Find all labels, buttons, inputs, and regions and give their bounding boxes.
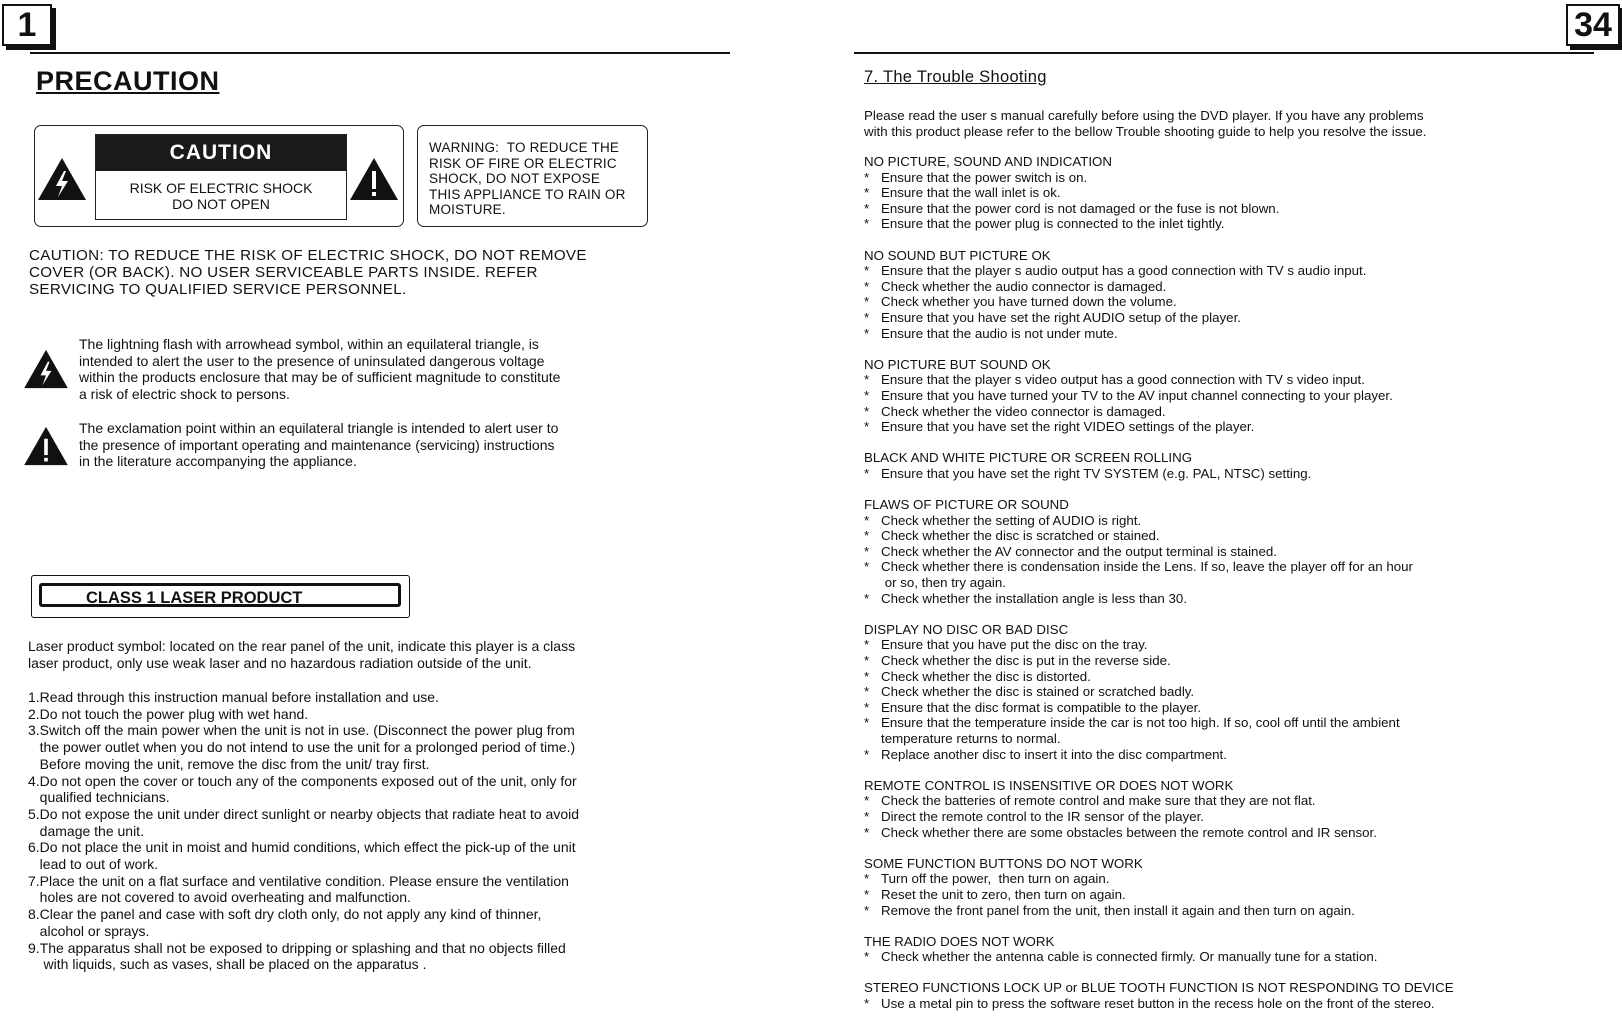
laser-product-label (31, 575, 410, 618)
trouble-item (864, 388, 1604, 404)
trouble-item (864, 528, 1604, 544)
bullet-asterisk: * (864, 294, 870, 310)
trouble-item-text: Check whether you have turned down the volume. (881, 294, 1177, 310)
trouble-item-text: Ensure that the power plug is connected to the inlet tightly. (881, 216, 1225, 232)
exclamation-note-line: The exclamation point within an equilateral triangle is intended to alert user to (79, 420, 559, 436)
trouble-item (864, 544, 1604, 560)
precaution-rule: 8.Clear the panel and case with soft dry cloth only, do not apply any kind of thinner, (28, 906, 542, 923)
trouble-sections (864, 154, 1604, 1027)
trouble-item-text: Ensure that the disc format is compatible to the player. (881, 699, 1202, 715)
trouble-item-text: Replace another disc to insert it into the disc compartment. (881, 746, 1227, 762)
trouble-item (864, 591, 1604, 607)
trouble-item-text: Check whether the disc is put in the reverse side. (881, 653, 1171, 668)
trouble-intro (864, 108, 1427, 139)
bullet-asterisk: * (864, 263, 870, 279)
caution-box (34, 125, 404, 227)
trouble-section-heading: NO PICTURE BUT SOUND OK (864, 356, 1051, 372)
precaution-rule: lead to out of work. (28, 856, 158, 873)
bullet-asterisk: * (864, 465, 870, 481)
trouble-item (864, 747, 1604, 763)
header-rule-right (854, 52, 1594, 54)
trouble-item (864, 170, 1604, 186)
trouble-item (864, 201, 1604, 217)
trouble-section-heading: SOME FUNCTION BUTTONS DO NOT WORK (864, 855, 1143, 871)
trouble-item (864, 949, 1604, 965)
precaution-rule: qualified technicians. (28, 789, 170, 806)
warning-line: WARNING: TO REDUCE THE (429, 140, 620, 155)
trouble-section-heading: BLACK AND WHITE PICTURE OR SCREEN ROLLING (864, 450, 1193, 466)
trouble-section-heading: THE RADIO DOES NOT WORK (864, 933, 1055, 949)
exclamation-triangle-icon (23, 426, 69, 466)
exclamation-note-line: the presence of important operating and maintenance (servicing) instructions (79, 436, 555, 453)
precaution-rules-list (28, 689, 579, 973)
bullet-asterisk: * (864, 668, 870, 684)
bullet-asterisk: * (864, 559, 870, 575)
bullet-asterisk: * (864, 512, 870, 528)
precaution-rule: 3.Switch off the main power when the unit is not in use. (Disconnect the power plug from (28, 722, 575, 739)
laser-product-text: CLASS 1 LASER PRODUCT (39, 583, 401, 607)
lightning-note (79, 336, 560, 403)
trouble-item (864, 809, 1604, 825)
bullet-asterisk: * (864, 372, 870, 388)
trouble-item (864, 216, 1604, 232)
trouble-item (864, 871, 1604, 887)
caution-paragraph (29, 247, 587, 298)
trouble-item (864, 903, 1604, 919)
precaution-rule: 1.Read through this instruction manual before installation and use. (28, 689, 439, 705)
trouble-section-heading: STEREO FUNCTIONS LOCK UP or BLUE TOOTH FUNCTION IS NOT RESPONDING TO DEVICE (864, 980, 1454, 996)
caution-label (95, 134, 347, 220)
page-title: PRECAUTION (36, 66, 220, 96)
trouble-item (864, 996, 1604, 1012)
trouble-item-text: Ensure that you have set the right VIDEO settings of the player. (881, 419, 1255, 435)
trouble-item (864, 653, 1604, 669)
precaution-rule: 9.The apparatus shall not be exposed to dripping or splashing and that no objects filled (28, 939, 566, 956)
trouble-section-heading: NO PICTURE, SOUND AND INDICATION (864, 154, 1112, 169)
trouble-item-text: Ensure that you have put the disc on the tray. (881, 637, 1148, 653)
bullet-asterisk: * (864, 325, 870, 341)
trouble-item-text: Reset the unit to zero, then turn on again. (881, 886, 1126, 902)
caution-paragraph-line: COVER (OR BACK). NO USER SERVICEABLE PARTS INSIDE. REFER (29, 264, 538, 281)
trouble-section-heading: FLAWS OF PICTURE OR SOUND (864, 497, 1069, 513)
lightning-triangle-icon (37, 157, 87, 201)
trouble-item (864, 263, 1604, 279)
precaution-rule: holes are not covered to avoid overheating and malfunction. (28, 889, 411, 906)
trouble-section (864, 154, 1604, 232)
trouble-item (864, 404, 1604, 420)
trouble-item-text: Use a metal pin to press the software reset button in the recess hole on the front of the stereo. (881, 996, 1435, 1012)
trouble-item (864, 700, 1604, 716)
trouble-section-heading: DISPLAY NO DISC OR BAD DISC (864, 621, 1069, 637)
warning-line: MOISTURE. (429, 202, 506, 217)
bullet-asterisk: * (864, 996, 870, 1012)
trouble-item (864, 279, 1604, 295)
page-number-left: 1 (2, 4, 52, 46)
trouble-item-text: Ensure that the temperature inside the car is not too high. If so, cool off until the ambient temperature returns to normal. (881, 715, 1400, 746)
trouble-item-text: Check whether the audio connector is damaged. (881, 278, 1167, 294)
trouble-item-text: Ensure that you have set the right AUDIO setup of the player. (881, 309, 1241, 325)
precaution-rule: Before moving the unit, remove the disc from the unit/ tray first. (28, 755, 430, 772)
warning-line: RISK OF FIRE OR ELECTRIC (429, 155, 617, 171)
bullet-asterisk: * (864, 216, 870, 232)
bullet-asterisk: * (864, 793, 870, 809)
caution-line-2: DO NOT OPEN (172, 196, 270, 212)
trouble-item-text: Remove the front panel from the unit, then install it again and then turn on again. (881, 902, 1355, 918)
bullet-asterisk: * (864, 169, 870, 185)
precaution-rule: the power outlet when you do not intend to use the unit for a prolonged period of time.) (28, 739, 576, 756)
laser-paragraph-line: Laser product symbol: located on the rear panel of the unit, indicate this player is a class (28, 638, 576, 654)
trouble-item-text: Ensure that you have turned your TV to the AV input channel connecting to your player. (881, 387, 1393, 403)
precaution-rule: alcohol or sprays. (28, 922, 150, 939)
precaution-rule: 7.Place the unit on a flat surface and ventilative condition. Please ensure the ventilation (28, 872, 569, 889)
trouble-item-text: Check whether the disc is scratched or stained. (881, 528, 1160, 544)
warning-box (417, 125, 648, 227)
warning-line: THIS APPLIANCE TO RAIN OR (429, 186, 626, 202)
trouble-item-text: Turn off the power, then turn on again. (881, 871, 1110, 887)
trouble-item (864, 559, 1604, 590)
trouble-section (864, 450, 1604, 481)
lightning-note-line: intended to alert the user to the presence of uninsulated dangerous voltage (79, 352, 545, 369)
trouble-section (864, 778, 1604, 840)
bullet-asterisk: * (864, 808, 870, 824)
bullet-asterisk: * (864, 403, 870, 419)
trouble-section (864, 357, 1604, 435)
caution-title: CAUTION (96, 135, 346, 171)
trouble-item-text: Direct the remote control to the IR sensor of the player. (881, 808, 1204, 824)
trouble-item (864, 513, 1604, 529)
bullet-asterisk: * (864, 699, 870, 715)
exclamation-note-line: in the literature accompanying the appliance. (79, 453, 357, 470)
trouble-item-text: Ensure that the power cord is not damaged or the fuse is not blown. (881, 200, 1280, 216)
trouble-section-heading: NO SOUND BUT PICTURE OK (864, 247, 1051, 263)
trouble-item-text: Ensure that the player s video output has a good connection with TV s video input. (881, 372, 1365, 388)
lightning-triangle-icon (23, 349, 69, 389)
trouble-item-text: Ensure that the power switch is on. (881, 169, 1088, 185)
trouble-item (864, 372, 1604, 388)
trouble-section (864, 248, 1604, 342)
bullet-asterisk: * (864, 637, 870, 653)
trouble-item-text: Check whether the disc is distorted. (881, 668, 1091, 684)
trouble-item-text: Check whether the installation angle is less than 30. (881, 590, 1188, 606)
trouble-item (864, 294, 1604, 310)
trouble-section (864, 980, 1604, 1011)
trouble-item-text: Check whether the AV connector and the output terminal is stained. (881, 543, 1277, 559)
page-number-right: 34 (1566, 4, 1620, 46)
trouble-item (864, 310, 1604, 326)
bullet-asterisk: * (864, 309, 870, 325)
bullet-asterisk: * (864, 886, 870, 902)
warning-line: SHOCK, DO NOT EXPOSE (429, 171, 601, 186)
trouble-item-text: Check whether there is condensation inside the Lens. If so, leave the player off for an hour or so, then try again. (881, 559, 1413, 591)
laser-paragraph (28, 638, 575, 671)
trouble-section (864, 856, 1604, 918)
bullet-asterisk: * (864, 746, 870, 762)
bullet-asterisk: * (864, 949, 870, 965)
trouble-item (864, 825, 1604, 841)
trouble-section (864, 622, 1604, 762)
precaution-rule: 5.Do not expose the unit under direct sunlight or nearby objects that radiate heat to avoid (28, 805, 580, 822)
bullet-asterisk: * (864, 200, 870, 216)
header-rule-left (30, 52, 730, 54)
trouble-item-text: Ensure that the audio is not under mute. (881, 325, 1118, 341)
laser-paragraph-line: laser product, only use weak laser and no hazardous radiation outside of the unit. (28, 654, 532, 671)
bullet-asterisk: * (864, 684, 870, 700)
precaution-rule: 6.Do not place the unit in moist and humid conditions, which effect the pick-up of the unit (28, 839, 576, 856)
bullet-asterisk: * (864, 419, 870, 435)
caution-paragraph-line: CAUTION: TO REDUCE THE RISK OF ELECTRIC SHOCK, DO NOT REMOVE (29, 247, 587, 264)
trouble-item-text: Check whether the disc is stained or scratched badly. (881, 684, 1195, 700)
trouble-item (864, 793, 1604, 809)
trouble-intro-line: Please read the user s manual carefully before using the DVD player. If you have any problems (864, 108, 1424, 123)
trouble-item (864, 326, 1604, 342)
bullet-asterisk: * (864, 387, 870, 403)
bullet-asterisk: * (864, 902, 870, 918)
bullet-asterisk: * (864, 278, 870, 294)
trouble-item (864, 715, 1604, 746)
bullet-asterisk: * (864, 590, 870, 606)
trouble-item-text: Ensure that you have set the right TV SYSTEM (e.g. PAL, NTSC) setting. (881, 465, 1312, 481)
precaution-rule: 4.Do not open the cover or touch any of the components exposed out of the unit, only for (28, 772, 577, 789)
trouble-section-heading: REMOTE CONTROL IS INSENSITIVE OR DOES NOT WORK (864, 777, 1234, 793)
trouble-item-text: Check whether the setting of AUDIO is right. (881, 512, 1142, 528)
lightning-note-line: The lightning flash with arrowhead symbol, within an equilateral triangle, is (79, 336, 539, 352)
trouble-item-text: Check whether the video connector is damaged. (881, 403, 1166, 419)
bullet-asterisk: * (864, 528, 870, 544)
trouble-item (864, 637, 1604, 653)
bullet-asterisk: * (864, 653, 870, 668)
trouble-item (864, 466, 1604, 482)
precaution-rule: with liquids, such as vases, shall be placed on the apparatus . (28, 956, 427, 973)
bullet-asterisk: * (864, 871, 870, 887)
caution-paragraph-line: SERVICING TO QUALIFIED SERVICE PERSONNEL. (29, 281, 407, 298)
caution-line-1: RISK OF ELECTRIC SHOCK (129, 180, 313, 196)
lightning-note-line: within the products enclosure that may be of sufficient magnitude to constitute (79, 369, 561, 386)
bullet-asterisk: * (864, 824, 870, 840)
trouble-section (864, 934, 1604, 965)
trouble-item (864, 185, 1604, 201)
trouble-section (864, 497, 1604, 606)
trouble-intro-line: with this product please refer to the bellow Trouble shooting guide to help you resolve the issue. (864, 123, 1427, 139)
trouble-item-text: Check the batteries of remote control and make sure that they are not flat. (881, 793, 1316, 809)
lightning-note-line: a risk of electric shock to persons. (79, 386, 290, 403)
trouble-item (864, 684, 1604, 700)
bullet-asterisk: * (864, 543, 870, 559)
precaution-rule: damage the unit. (28, 822, 144, 839)
trouble-item-text: Ensure that the wall inlet is ok. (881, 185, 1061, 201)
exclamation-triangle-icon (349, 157, 399, 201)
trouble-item-text: Check whether there are some obstacles between the remote control and IR sensor. (881, 824, 1377, 840)
trouble-item-text: Ensure that the player s audio output has a good connection with TV s audio input. (881, 263, 1367, 279)
trouble-shooting-title: 7. The Trouble Shooting (864, 68, 1047, 86)
trouble-item (864, 669, 1604, 685)
bullet-asterisk: * (864, 715, 870, 731)
precaution-rule: 2.Do not touch the power plug with wet hand. (28, 705, 309, 722)
trouble-item (864, 419, 1604, 435)
trouble-item-text: Check whether the antenna cable is connected firmly. Or manually tune for a station. (881, 949, 1378, 965)
exclamation-note (79, 420, 558, 470)
bullet-asterisk: * (864, 185, 870, 201)
trouble-item (864, 887, 1604, 903)
